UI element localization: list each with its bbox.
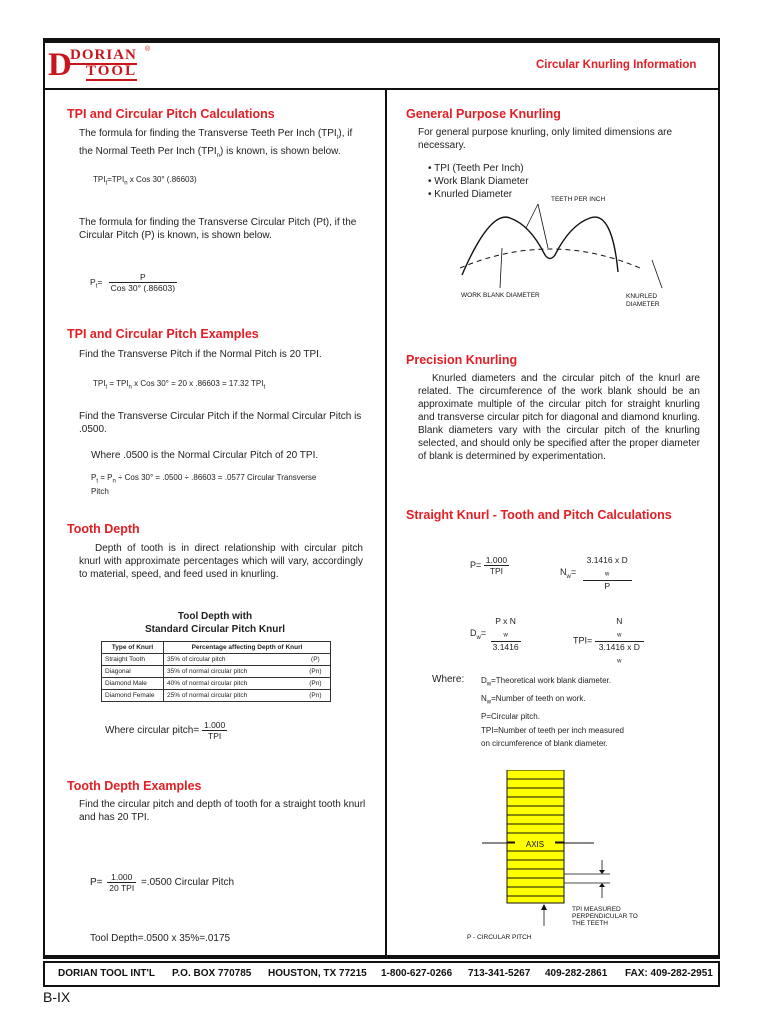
circular-pitch-label: P - CIRCULAR PITCH — [467, 934, 532, 941]
table-cell: 35% of circular pitch — [164, 654, 301, 666]
table-cell: Diamond Female — [102, 690, 164, 702]
example-2-text: Find the Transverse Circular Pitch if the Normal Circular Pitch is .0500. — [79, 411, 362, 435]
dorian-logo: D DORIAN TOOL ® — [48, 46, 151, 83]
example-2-formula: $P_t = P_n$ ÷ Cos 30° = .0500 ÷ .86603 = .0577 Circular Transverse Pitch — [91, 473, 317, 496]
straight-knurl-diagram — [460, 770, 675, 945]
footer-po-box: P.O. BOX 770785 — [172, 968, 252, 979]
bullet-item: • Work Blank Diameter — [428, 176, 529, 187]
where-label: Where: — [432, 674, 465, 685]
example-1-text: Find the Transverse Pitch if the Normal Pitch is 20 TPI. — [79, 349, 322, 360]
knurl-depth-table — [101, 641, 331, 702]
table-row — [102, 666, 331, 678]
tooth-depth-example-text: Find the circular pitch and depth of tooth for a straight tooth knurl and has 20 TPI. — [79, 799, 366, 823]
footer-phone-3: 409-282-2861 — [545, 968, 608, 979]
section-title-precision-knurling: Precision Knurling — [406, 353, 518, 367]
page-label: B-IX — [43, 989, 71, 1005]
top-rule — [43, 38, 720, 43]
knurl-tooth-diagram — [440, 190, 680, 315]
formula-p: P= $\frac{1.000}{\text{TPI}}$ — [470, 555, 508, 576]
tpi-formula: $TPI_t=TPI_n$ x Cos 30° (.86603) — [93, 175, 197, 187]
footer-phone-1: 1-800-627-0266 — [381, 968, 453, 979]
table-cell: 40% of normal circular pitch — [164, 678, 301, 690]
table-cell: Diamond Male — [102, 678, 164, 690]
bullet-item: • Knurled Diameter — [428, 189, 513, 200]
diameter-label: DIAMETER — [626, 301, 660, 308]
axis-label: AXIS — [525, 840, 545, 849]
table-cell: (Pn) — [301, 690, 331, 702]
perpendicular-label: PERPENDICULAR TO — [572, 913, 638, 920]
formula-tpi: TPI= N $_w$ 3.1416 x D $_w$ — [573, 616, 644, 666]
table-row — [102, 678, 331, 690]
table-row — [102, 654, 331, 666]
tpi-measured-label: TPI MEASURED — [572, 906, 621, 913]
column-divider — [385, 90, 387, 957]
table-header-row — [102, 642, 331, 654]
example-2-note: Where .0500 is the Normal Circular Pitch of 20 TPI. — [91, 450, 319, 461]
footer-top-rule — [43, 957, 720, 959]
table-cell: (Pn) — [301, 678, 331, 690]
bullet-item: • TPI (Teeth Per Inch) — [428, 163, 524, 174]
table-cell: (Pn) — [301, 666, 331, 678]
tpi-calc-intro: The formula for finding the Transverse Teeth Per Inch $(TPI_t)$, if the Normal Teeth Per Inch $(TPI_n)$ is known, is shown below. — [79, 128, 353, 159]
the-teeth-label: THE TEETH — [572, 920, 608, 927]
tooth-depth-text: Depth of tooth is in direct relationship with circular pitch knurl with approximate percentages which will vary, accordingly to material, speed, and feed used in knurling. — [79, 543, 363, 580]
formula-nw: $N_w=$ 3.1416 x D $_w$ P — [560, 555, 632, 591]
tooth-depth-example-formula: P= $\frac{1.000}{\text{20 TPI}}$ =.0500 Circular Pitch — [90, 872, 235, 893]
table-cell: 25% of normal circular pitch — [164, 690, 301, 702]
tool-depth-result: Tool Depth=.0500 x 35%=.0175 — [90, 933, 231, 944]
formula-dw: $D_w=$ P x N $_w$ 3.1416 — [470, 616, 519, 652]
header-divider — [43, 88, 720, 90]
table-header-cell: Percentage affecting Depth of Knurl — [164, 642, 331, 654]
precision-knurling-text: Knurled diameters and the circular pitch of the knurl are related. The circumference of the work blank should be an approximate multiple of the circular pitch for straight knurling and transverse circular pitch for diagonal and diamond knurling. Blank diameters vary with the circular pitch of the knurling selected, and should only be specified after the proper diameter of blank is determined by experimentation. — [418, 373, 700, 462]
footer-fax: FAX: 409-282-2951 — [625, 968, 713, 979]
table-title: Tool Depth with Standard Circular Pitch Knurl — [144, 611, 286, 635]
section-title-tooth-depth: Tooth Depth — [67, 522, 140, 536]
example-1-formula: $TPI_t = TPI_n$ x Cos 30° = 20 x .86603 = 17.32 $TPI_t$ — [93, 379, 266, 391]
section-title-tpi-calc: TPI and Circular Pitch Calculations — [67, 107, 275, 121]
section-title-general-knurling: General Purpose Knurling — [406, 107, 561, 121]
where-definitions: $D_w=Theoretical$ work blank diameter. $N_w=Number$ of teeth on work. P=Circular pitch. TPI=Number of teeth per inch measured on circumference of blank diameter. — [481, 676, 624, 749]
pitch-calc-intro: The formula for finding the Transverse Circular Pitch (Pt), if the Circular Pitch (P) is known, is shown below. — [79, 217, 357, 241]
table-cell: Diagonal — [102, 666, 164, 678]
table-cell: (P) — [301, 654, 331, 666]
section-title-straight-knurl: Straight Knurl - Tooth and Pitch Calculations — [406, 508, 672, 522]
table-cell: Straight Tooth — [102, 654, 164, 666]
section-title-tooth-depth-examples: Tooth Depth Examples — [67, 779, 202, 793]
general-knurling-text: For general purpose knurling, only limited dimensions are necessary. — [418, 127, 673, 151]
table-cell: 35% of normal circular pitch — [164, 666, 301, 678]
work-blank-diameter-label: WORK BLANK DIAMETER — [461, 292, 540, 299]
knurled-label: KNURLED — [626, 293, 658, 300]
table-header-cell: Type of Knurl — [102, 642, 164, 654]
footer-city: HOUSTON, TX 77215 — [268, 968, 367, 979]
teeth-per-inch-label: TEETH PER INCH — [551, 196, 606, 203]
page-title: Circular Knurling Information — [536, 59, 697, 71]
section-title-tpi-examples: TPI and Circular Pitch Examples — [67, 327, 259, 341]
pitch-formula: $P_t=$ $\frac{P}{\text{Cos 30° (.86603)}}$ — [90, 272, 176, 293]
footer-phone-2: 713-341-5267 — [468, 968, 531, 979]
table-row — [102, 690, 331, 702]
footer-company: DORIAN TOOL INT'L — [58, 968, 156, 979]
circular-pitch-formula: Where circular pitch= $\frac{1.000}{\text{TPI}}$ — [105, 720, 226, 741]
